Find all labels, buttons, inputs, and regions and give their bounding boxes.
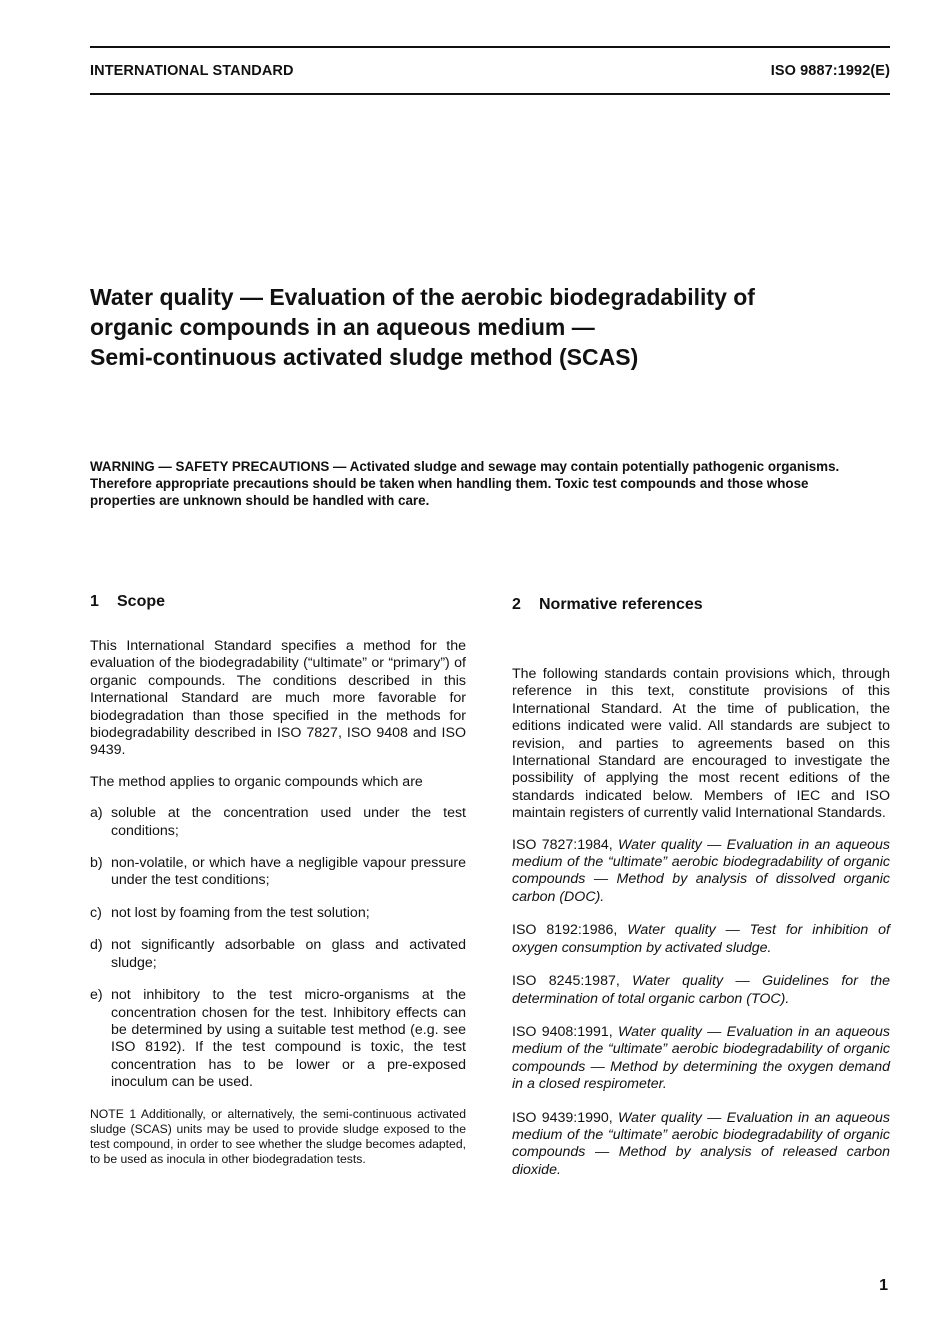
- list-marker: e): [90, 987, 103, 1004]
- document-type-label: INTERNATIONAL STANDARD: [90, 63, 294, 79]
- reference-code: ISO 9439:1990,: [512, 1109, 613, 1126]
- document-title: [90, 282, 890, 372]
- normative-references-heading: [512, 595, 890, 615]
- reference-code: ISO 7827:1984,: [512, 836, 613, 853]
- scope-paragraph-1: This International Standard specifies a method for the evaluation of the biodegradability (“ultimate” or “primary”) of organic compounds. The conditions described in this International Standard are much more favorable for biodegradation than those specified in the methods for biodegradability described in ISO 7827, ISO 9408 and ISO 9439.: [90, 638, 466, 759]
- reference-title: Water quality — Evaluation in an aqueous medium of the “ultimate” aerobic biodegradability of organic compounds — Method by analysis of dissolved organic carbon (DOC).: [512, 836, 890, 905]
- scope-heading: [90, 592, 466, 612]
- normative-intro: The following standards contain provisions which, through reference in this text, constitute provisions of this International Standard. At the time of publication, the editions indicated were valid. All standards are subject to revision, and parties to agreements based on this International Standard are encouraged to investigate the possibility of applying the most recent editions of the standards indicated below. Members of IEC and ISO maintain registers of currently valid International Standards.: [512, 666, 890, 822]
- safety-warning: WARNING — SAFETY PRECAUTIONS — Activated sludge and sewage may contain potentially pathogenic organisms. Therefore appropriate precautions should be taken when handling them. Toxic test compounds and those whose properties are unknown should be handled with care.: [90, 459, 840, 508]
- list-item: [90, 937, 466, 972]
- header-bottom-rule: [90, 93, 890, 95]
- reference-code: ISO 9408:1991,: [512, 1023, 613, 1040]
- list-item-text: not significantly adsorbable on glass and activated sludge;: [111, 937, 466, 971]
- section-number: 1: [90, 593, 99, 610]
- reference-item: [512, 1110, 890, 1180]
- standard-number-label: ISO 9887:1992(E): [770, 63, 890, 79]
- list-item: [90, 987, 466, 1091]
- reference-item: [512, 973, 890, 1008]
- list-item: [90, 855, 466, 890]
- title-line-3: Semi-continuous activated sludge method (SCAS): [90, 344, 639, 370]
- list-item-text: soluble at the concentration used under the test conditions;: [111, 805, 466, 839]
- list-item-text: not lost by foaming from the test solution;: [111, 904, 370, 921]
- section-number: 2: [512, 596, 521, 613]
- page-number: 1: [879, 1277, 888, 1294]
- reference-item: [512, 1024, 890, 1094]
- reference-code: ISO 8192:1986,: [512, 922, 618, 939]
- list-item-text: non-volatile, or which have a negligible vapour pressure under the test conditions;: [111, 855, 466, 889]
- list-item: [90, 805, 466, 840]
- reference-item: [512, 922, 890, 957]
- reference-title: Water quality — Test for inhibition of oxygen consumption by activated sludge.: [512, 922, 890, 956]
- header-top-rule: [90, 46, 890, 48]
- reference-item: [512, 837, 890, 907]
- title-line-1: Water quality — Evaluation of the aerobic biodegradability of: [90, 284, 755, 310]
- section-title: Scope: [117, 593, 166, 610]
- reference-title: Water quality — Evaluation in an aqueous medium of the “ultimate” aerobic biodegradability of organic compounds — Method by analysis of released carbon dioxide.: [512, 1109, 890, 1178]
- scope-note: NOTE 1 Additionally, or alternatively, the semi-continuous activated sludge (SCAS) units may be used to provide sludge exposed to the test compound, in order to see whether the sludge becomes adapted, to be used as inocula in other biodegradation tests.: [90, 1106, 466, 1167]
- section-title: Normative references: [539, 596, 703, 613]
- scope-conditions-list: [90, 805, 466, 1091]
- scope-section: [90, 592, 466, 1181]
- list-marker: d): [90, 937, 103, 954]
- scope-paragraph-2: The method applies to organic compounds which are: [90, 773, 423, 790]
- reference-code: ISO 8245:1987,: [512, 973, 620, 990]
- list-marker: b): [90, 855, 103, 872]
- list-marker: c): [90, 904, 102, 921]
- reference-title: Water quality — Evaluation in an aqueous medium of the “ultimate” aerobic biodegradability of organic compounds — Method by determining the oxygen demand in a closed respirometer.: [512, 1023, 890, 1093]
- normative-references-section: [512, 592, 890, 1195]
- reference-title: Water quality — Guidelines for the determination of total organic carbon (TOC).: [512, 973, 890, 1007]
- list-item-text: not inhibitory to the test micro-organisms at the concentration chosen for the test. Inhibitory effects can be determined by using a suitable test method (e.g. see ISO 8192). If the test compound is toxic, the test concentration has to be lower or a pre-exposed inoculum can be used.: [111, 987, 466, 1091]
- title-line-2: organic compounds in an aqueous medium —: [90, 314, 595, 340]
- list-marker: a): [90, 805, 103, 822]
- list-item: [90, 905, 466, 922]
